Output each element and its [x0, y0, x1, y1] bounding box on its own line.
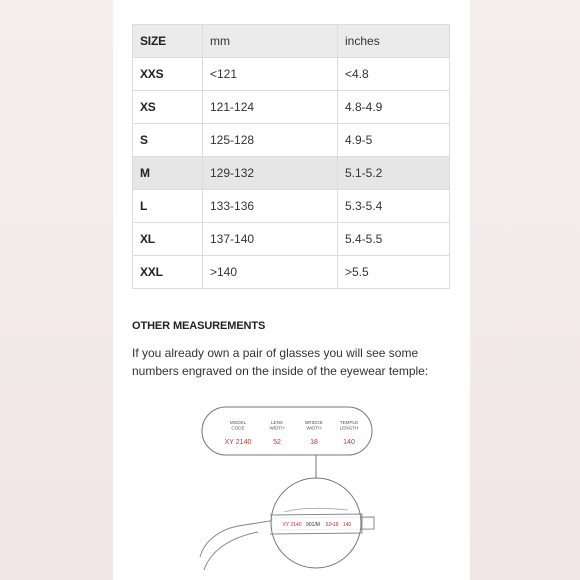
value-lens-width: 52: [273, 439, 281, 446]
label-temple-title1: TEMPLE: [339, 420, 359, 425]
measurements-description: If you already own a pair of glasses you will see some numbers engraved on the inside of the eyewear temple:: [132, 346, 429, 378]
mm-cell: 133-136: [203, 190, 338, 223]
header-mm: mm: [203, 25, 338, 58]
label-lens-title1: LENS: [270, 420, 284, 425]
eyewear-temple-diagram: [198, 402, 378, 580]
table-row: [133, 190, 450, 223]
section-title-other-measurements: OTHER MEASUREMENTS: [132, 320, 266, 332]
inches-cell: 4.8-4.9: [338, 91, 450, 124]
engraving-code: XY 2140: [282, 522, 302, 528]
value-bridge-width: 18: [310, 439, 318, 446]
inches-cell: 5.4-5.5: [338, 223, 450, 256]
callout-bubble: [202, 407, 372, 455]
table-row: [133, 256, 450, 289]
mm-cell: <121: [203, 58, 338, 91]
frame-front: [200, 520, 276, 557]
label-temple-title2: LENGTH: [339, 425, 359, 431]
table-row-highlighted: [133, 157, 450, 190]
engraving-sizes: 52•18: [325, 522, 339, 528]
table-row: [133, 58, 450, 91]
header-inches: inches: [338, 25, 450, 58]
size-cell: M: [133, 157, 203, 190]
size-cell: XS: [133, 91, 203, 124]
size-guide-panel: [113, 0, 470, 580]
table-row: [133, 124, 450, 157]
value-model-code: XY 2140: [224, 439, 252, 446]
label-model-title2: CODE: [231, 425, 245, 431]
inches-cell: 5.3-5.4: [338, 190, 450, 223]
label-lens-title2: WIDTH: [269, 425, 285, 431]
inches-cell: 4.9-5: [338, 124, 450, 157]
mm-cell: 137-140: [203, 223, 338, 256]
engraving-temple: 140: [342, 522, 352, 528]
size-cell: S: [133, 124, 203, 157]
size-cell: XL: [133, 223, 203, 256]
header-size: SIZE: [133, 25, 203, 58]
inches-cell: 5.1-5.2: [338, 157, 450, 190]
label-bridge-title1: BRIDGE: [305, 420, 323, 425]
mm-cell: 125-128: [203, 124, 338, 157]
table-row: [133, 91, 450, 124]
size-table: [132, 24, 450, 289]
mm-cell: 129-132: [203, 157, 338, 190]
mm-cell: 121-124: [203, 91, 338, 124]
table-header-row: [133, 25, 450, 58]
inches-cell: <4.8: [338, 58, 450, 91]
size-cell: XXL: [133, 256, 203, 289]
value-temple-length: 140: [343, 439, 355, 446]
label-bridge-title2: WIDTH: [306, 425, 322, 431]
engraving-color-code: 901/M: [306, 522, 320, 528]
mm-cell: >140: [203, 256, 338, 289]
size-cell: L: [133, 190, 203, 223]
size-cell: XXS: [133, 58, 203, 91]
table-row: [133, 223, 450, 256]
inches-cell: >5.5: [338, 256, 450, 289]
label-model-title1: MODEL: [229, 420, 247, 425]
